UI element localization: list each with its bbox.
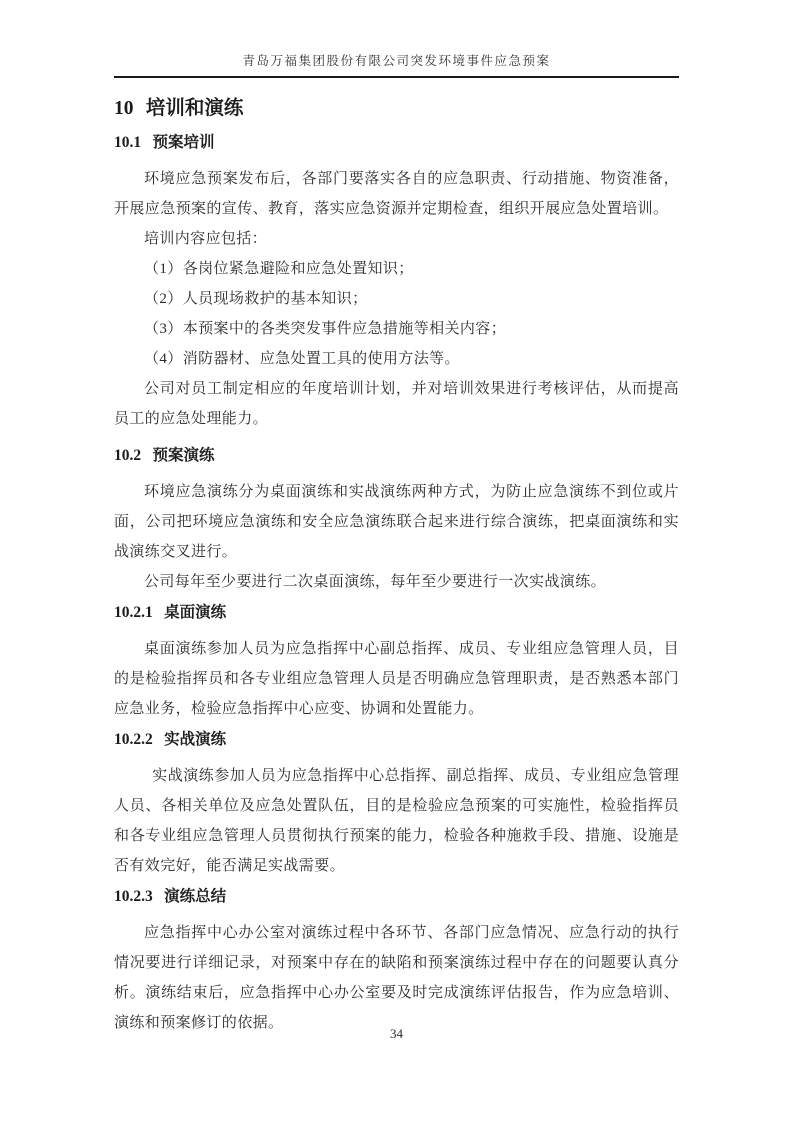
paragraph-tabletop-drill: 桌面演练参加人员为应急指挥中心副总指挥、成员、专业组应急管理人员，目的是检验指挥员和各专业组应急管理人员是否明确应急管理职责，是否熟悉本部门应急业务，检验应急指挥中心应变、协调和处置能力。 (114, 641, 679, 717)
page-header (114, 0, 679, 78)
list-item-training-3: （3）本预案中的各类突发事件应急措施等相关内容； (144, 321, 507, 337)
chapter-number: 10 (114, 98, 134, 119)
subsection-title: 演练总结 (164, 888, 227, 905)
paragraph-live-drill: 实战演练参加人员为应急指挥中心总指挥、副总指挥、成员、专业组应急管理人员、各相关单位及应急处置队伍，目的是检验应急预案的可实施性，检验指挥员和各专业组应急管理人员贯彻执行预案的能力，检验各种施救手段、措施、设施是否有效完好，能否满足实战需要。 (114, 768, 679, 874)
section-number: 10.2 (114, 447, 142, 464)
section-number: 10.1 (114, 134, 142, 151)
chapter-heading (114, 96, 679, 121)
list-item-training-1: （1）各岗位紧急避险和应急处置知识； (144, 261, 414, 277)
subsection-heading-10-2-1 (114, 603, 679, 623)
section-heading-10-1 (114, 133, 679, 153)
section-heading-10-2 (114, 446, 679, 466)
subsection-title: 桌面演练 (164, 604, 227, 621)
paragraph-training-intro: 环境应急预案发布后，各部门要落实各自的应急职责、行动措施、物资准备，开展应急预案的宣传、教育，落实应急资源并定期检查，组织开展应急处置培训。 (114, 171, 679, 217)
list-item-training-2: （2）人员现场救护的基本知识； (144, 291, 368, 307)
subsection-number: 10.2.1 (114, 604, 153, 621)
section-title: 预案培训 (152, 134, 215, 151)
paragraph-drill-intro: 环境应急演练分为桌面演练和实战演练两种方式，为防止应急演练不到位或片面，公司把环境应急演练和安全应急演练联合起来进行综合演练，把桌面演练和实战演练交叉进行。 (114, 484, 679, 560)
subsection-number: 10.2.2 (114, 731, 153, 748)
running-title: 青岛万福集团股份有限公司突发环境事件应急预案 (242, 54, 551, 68)
paragraph-drill-summary: 应急指挥中心办公室对演练过程中各环节、各部门应急情况、应急行动的执行情况要进行详细记录，对预案中存在的缺陷和预案演练过程中存在的问题要认真分析。演练结束后，应急指挥中心办公室要及时完成演练评估报告，作为应急培训、演练和预案修订的依据。 (114, 925, 679, 1031)
subsection-heading-10-2-2 (114, 730, 679, 750)
paragraph-training-close: 公司对员工制定相应的年度培训计划，并对培训效果进行考核评估，从而提高员工的应急处理能力。 (114, 381, 679, 427)
paragraph-training-list-lead: 培训内容应包括： (144, 231, 268, 247)
paragraph-drill-frequency: 公司每年至少要进行二次桌面演练，每年至少要进行一次实战演练。 (144, 574, 607, 590)
subsection-heading-10-2-3 (114, 887, 679, 907)
document-body (114, 96, 679, 1038)
page-number: 34 (390, 1026, 403, 1041)
list-item-training-4: （4）消防器材、应急处置工具的使用方法等。 (144, 351, 460, 367)
page-footer (0, 1024, 793, 1044)
chapter-title: 培训和演练 (145, 97, 244, 119)
section-title: 预案演练 (152, 447, 215, 464)
subsection-title: 实战演练 (164, 731, 227, 748)
subsection-number: 10.2.3 (114, 888, 153, 905)
